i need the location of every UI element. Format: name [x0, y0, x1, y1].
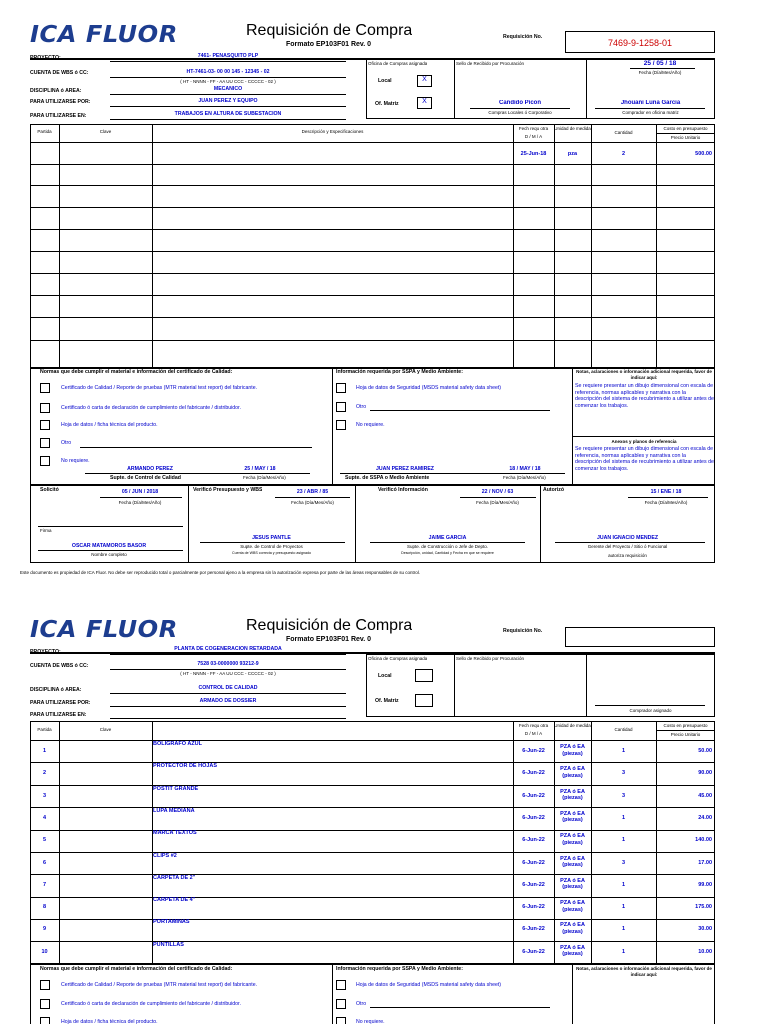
table-cell-precio: 90.00: [698, 770, 712, 777]
matriz-label: Of. Matriz: [375, 101, 399, 107]
col-dma: D / M / A: [524, 731, 543, 736]
form-format: Formato EP103F01 Rev. 0: [286, 636, 372, 643]
notas-title: Notas, aclaraciones o información adicional requerida, favor de indicar aquí:: [576, 369, 712, 380]
table-cell-descripcion: PORTAMINAS: [153, 919, 190, 926]
requisition-number-box[interactable]: [565, 627, 715, 647]
table-cell-cantidad: 1: [621, 904, 626, 911]
sello-label: Sello de Recibido por Procuración: [456, 61, 525, 66]
solicito-date: 05 / JUN / 2018: [121, 489, 159, 495]
table-cell-fecha: 6-Jun-22: [522, 948, 545, 955]
disclaimer: Este documento es propiedad de ICA Fluor. No debe ser reproducido total o parcialmente por personal ajeno a la empresa sin la autorización expresa por parte de las áreas responsables de su control.: [20, 570, 420, 575]
table-cell-descripcion: LUPA MEDIANA: [153, 807, 195, 814]
table-cell-partida: 6: [42, 859, 47, 866]
comprador-label: Comprador asignado: [629, 708, 672, 713]
requisition-number-label: Requisición No.: [503, 628, 543, 634]
autorizo-date: 15 / ENE / 18: [650, 489, 682, 495]
table-cell-descripcion: CLIPS #2: [153, 852, 177, 859]
normas-option-4: Otro: [61, 440, 72, 446]
firma-label: Firma: [40, 528, 52, 533]
table-cell-fecha: 6-Jun-22: [522, 904, 545, 911]
col-clave: Clave: [99, 727, 112, 732]
info-option-2: Otro: [356, 1001, 367, 1007]
table-cell-precio: 30.00: [698, 926, 712, 933]
table-cell-cantidad: 1: [621, 926, 626, 933]
normas-title: Normas que debe cumplir el material e información del certificado de Calidad:: [40, 966, 233, 972]
table-cell-precio: 17.00: [698, 859, 712, 866]
table-cell-unidad: PZA ó EA (piezas): [560, 877, 585, 891]
table-cell-fecha: 6-Jun-22: [522, 926, 545, 933]
table-cell-partida: 5: [42, 837, 47, 844]
table-cell-cantidad: 3: [621, 770, 626, 777]
info-option-1: Hoja de datos de Seguridad (MSDS material safety data sheet): [356, 385, 502, 391]
table-cell-descripcion: POSTIT GRANDE: [153, 785, 199, 792]
table-cell-cantidad: 1: [621, 748, 626, 754]
table-cell-unidad: PZA ó EA (piezas): [560, 810, 585, 824]
table-cell-fecha: 6-Jun-22: [522, 859, 545, 866]
table-cell-cantidad: 3: [621, 792, 626, 799]
verif-info-name: JAIME GARCIA: [428, 535, 467, 541]
table-cell-cantidad: 3: [621, 859, 626, 866]
verifico-info-date-label: Fecha (Día/Mes/Año): [476, 500, 519, 505]
normas-checkbox-1[interactable]: [40, 980, 50, 990]
verif-info-role: Supte. de Construcción o Jefe de Depto.: [406, 544, 489, 549]
company-logo: ICA FLUOR: [30, 22, 178, 48]
col-descripcion: Descripción y Especificaciones: [301, 129, 364, 134]
table-cell-fecha: 6-Jun-22: [522, 792, 545, 799]
proyecto-value: 7461- PEÑASQUITO PLP: [197, 53, 259, 59]
comprador-local-label: Compras Locales ó Corporativo: [488, 110, 552, 115]
form-format: Formato EP103F01 Rev. 0: [286, 41, 372, 48]
table-cell-fecha: 25-Jun-18: [520, 151, 547, 157]
info-checkbox-1[interactable]: [336, 980, 346, 990]
table-cell-precio: 175.00: [695, 904, 712, 911]
table-cell-fecha: 6-Jun-22: [522, 881, 545, 888]
wbs-hint: ( HT - NNNN - FF - AA UU CCC - CCCCC - 02 ): [180, 79, 276, 84]
info-checkbox-2[interactable]: [336, 402, 346, 412]
sup-calidad-date-label: Fecha (Día/Mes/Año): [243, 475, 286, 480]
normas-option-5: No requiere.: [61, 458, 90, 464]
col-dma: D / M / A: [524, 134, 543, 139]
autorizo-label: Autorizó: [543, 487, 565, 493]
matriz-label: Of. Matriz: [375, 698, 399, 704]
utilizar-en-label: PARA UTILIZARSE EN:: [30, 712, 87, 718]
table-cell-unidad: PZA ó EA (piezas): [560, 788, 585, 802]
nombre-label: Nombre completo: [91, 552, 127, 557]
solicitante-name: OSCAR MATAMOROS BASOR: [71, 543, 147, 549]
table-cell-cantidad: 1: [621, 948, 626, 955]
verifico-info-date: 22 / NOV / 63: [481, 489, 514, 495]
info-checkbox-1[interactable]: [336, 383, 346, 393]
local-label: Local: [378, 673, 392, 679]
sup-sspa-name: JUAN PEREZ RAMIREZ: [376, 466, 434, 472]
table-cell-unidad: PZA ó EA (piezas): [560, 922, 585, 935]
local-checkbox[interactable]: X: [417, 75, 432, 87]
table-cell-precio: 45.00: [698, 792, 712, 799]
table-cell-descripcion: PUNTILLAS: [153, 941, 184, 948]
table-cell-unidad: PZA ó EA (piezas): [560, 744, 585, 757]
oficina-label: Oficina de Compras asignada: [368, 656, 428, 661]
utilizar-en-label: PARA UTILIZARSE EN:: [30, 113, 87, 119]
notas-title: Notas, aclaraciones o información adicional requerida, favor de indicar aquí:: [576, 966, 712, 977]
col-fecha: Fech requ otra: [518, 126, 549, 131]
col-clave: Clave: [99, 129, 112, 134]
anexos-title: Anexos y planos de referencia: [611, 439, 677, 444]
table-cell-cantidad: 2: [621, 151, 626, 157]
disciplina-value: CONTROL DE CALIDAD: [198, 685, 258, 691]
normas-checkbox-3[interactable]: [40, 420, 50, 430]
table-cell-descripcion: MARCA TEXTOS: [153, 830, 197, 837]
requisition-number-label: Requisición No.: [503, 34, 543, 40]
company-logo: ICA FLUOR: [30, 617, 178, 643]
matriz-checkbox[interactable]: X: [417, 97, 432, 109]
table-cell-partida: 8: [42, 904, 47, 911]
utilizar-por-label: PARA UTILIZARSE POR:: [30, 99, 91, 105]
verif-pres-note: Cuenta de WBS correcta y presupuesto asignado: [232, 551, 311, 555]
table-cell-precio: 99.00: [698, 881, 712, 888]
normas-option-1: Certificado de Calidad / Reporte de pruebas (MTR material test report) del fabricante.: [61, 385, 258, 391]
proyecto-label: PROYECTO:: [30, 55, 61, 61]
disciplina-label: DISCIPLINA ó AREA:: [30, 687, 82, 693]
proyecto-label: PROYECTO:: [30, 649, 61, 655]
table-cell-unidad: PZA ó EA (piezas): [560, 833, 585, 846]
table-cell-partida: 2: [42, 770, 47, 777]
table-cell-precio: 24.00: [698, 814, 712, 821]
col-precio: Precio Unitario: [670, 135, 701, 140]
table-cell-precio: 140.00: [695, 837, 712, 844]
normas-option-3: Hoja de datos / ficha técnica del producto.: [61, 1019, 158, 1024]
requisition-number: 7469-9-1258-01: [607, 38, 673, 48]
sup-calidad-date: 25 / MAY / 18: [244, 466, 276, 472]
table-cell-unidad: pza: [567, 151, 578, 157]
fecha-recibo-label: Fecha (Día/Mes/Año): [638, 70, 682, 75]
normas-checkbox-5[interactable]: [40, 456, 50, 466]
table-cell-descripcion: CARPETA DE 2": [153, 874, 196, 881]
notas-text: Se requiere presentar un dibujo dimensional con escala de referencia, normas aplicables y narrativa con la descripción del sistema de recubrimiento a utilizar antes de comenzar los trabajos.: [575, 383, 714, 409]
wbs-value: HT-7461-03- 00 00 145 - 12345 - 02: [186, 69, 270, 75]
normas-checkbox-1[interactable]: [40, 383, 50, 393]
local-label: Local: [378, 78, 392, 84]
table-cell-partida: 10: [41, 948, 48, 955]
table-cell-fecha: 6-Jun-22: [522, 837, 545, 844]
verif-pres-name: JESUS PANTLE: [252, 535, 291, 541]
normas-option-2: Certificado ó carta de declaración de cumplimiento del fabricante / distribuidor.: [61, 405, 241, 411]
col-precio: Precio Unitario: [670, 732, 701, 737]
comprador-local: Candido Picon: [499, 100, 541, 106]
form-title: Requisición de Compra: [246, 22, 413, 39]
utilizar-por-value: ARMADO DE DOSSIER: [199, 698, 257, 704]
table-cell-partida: 3: [42, 792, 47, 799]
oficina-label: Oficina de Compras asignada: [368, 61, 428, 66]
info-option-3: No requiere.: [356, 422, 385, 428]
matriz-checkbox[interactable]: [415, 694, 433, 707]
normas-option-2: Certificado ó carta de declaración de cumplimiento del fabricante / distribuidor.: [61, 1001, 241, 1007]
info-checkbox-3[interactable]: [336, 420, 346, 430]
disciplina-label: DISCIPLINA ó AREA:: [30, 88, 82, 94]
table-cell-cantidad: 1: [621, 881, 626, 888]
col-partida: Partida: [37, 129, 52, 134]
sup-calidad-label: Supte. de Control de Calidad: [110, 475, 181, 481]
utilizar-por-value: JUAN PEREZ Y EQUIPO: [198, 98, 258, 104]
table-cell-fecha: 6-Jun-22: [522, 770, 545, 777]
solicito-label: Solicitó: [40, 487, 59, 493]
comprador-matriz-label: Comprador en oficina matriz: [622, 110, 679, 115]
table-cell-unidad: PZA ó EA (piezas): [560, 855, 585, 868]
table-cell-partida: 7: [42, 881, 47, 888]
table-cell-unidad: PZA ó EA (piezas): [560, 766, 585, 779]
col-partida: Partida: [37, 727, 52, 732]
col-unidad: Unidad de medida: [554, 723, 591, 728]
normas-option-3: Hoja de datos / ficha técnica del producto.: [61, 422, 158, 428]
info-title: Información requerida por SSPA y Medio Ambiente:: [336, 369, 463, 375]
info-option-1: Hoja de datos de Seguridad (MSDS material safety data sheet): [356, 982, 502, 988]
table-cell-partida: 1: [42, 748, 47, 754]
sup-calidad-name: ARMANDO PEREZ: [127, 466, 173, 472]
table-cell-cantidad: 1: [621, 814, 626, 821]
normas-checkbox-2[interactable]: [40, 999, 50, 1009]
col-costo: Costo en presupuesto: [663, 126, 708, 131]
normas-checkbox-2[interactable]: [40, 403, 50, 413]
table-cell-precio: 50.00: [698, 748, 712, 754]
local-checkbox[interactable]: [415, 669, 433, 682]
sup-sspa-date-label: Fecha (Día/Mes/Año): [503, 475, 546, 480]
table-cell-unidad: PZA ó EA (piezas): [560, 944, 585, 958]
fecha-recibo: 25 / 05 / 18: [643, 60, 677, 67]
info-title: Información requerida por SSPA y Medio Ambiente:: [336, 966, 463, 972]
info-option-2: Otro: [356, 404, 367, 410]
table-cell-partida: 4: [42, 814, 47, 821]
items-table: [30, 124, 715, 368]
form-title: Requisición de Compra: [246, 617, 413, 634]
table-cell-descripcion: CARPETA DE 4": [153, 897, 196, 904]
table-cell-precio: 10.00: [698, 948, 712, 955]
wbs-label: CUENTA DE WBS ó CC:: [30, 70, 89, 76]
normas-checkbox-4[interactable]: [40, 438, 50, 448]
verifico-info-label: Verificó Información: [378, 487, 428, 493]
autorizo-date-label: Fecha (Día/Mes/Año): [644, 500, 688, 505]
col-costo: Costo en presupuesto: [663, 723, 708, 728]
normas-checkbox-3[interactable]: [40, 1017, 50, 1024]
sello-label: Sello de Recibido por Procuración: [456, 656, 525, 661]
proyecto-value: PLANTA DE COGENERACION RETARDADA: [174, 646, 282, 652]
table-cell-fecha: 6-Jun-22: [522, 748, 545, 754]
verif-info-note: Descripción, unidad, Cantidad y Fecha en que se requiere: [401, 551, 494, 555]
table-cell-precio: 500.00: [695, 151, 712, 157]
utilizar-por-label: PARA UTILIZARSE POR:: [30, 700, 91, 706]
info-checkbox-2[interactable]: [336, 999, 346, 1009]
col-unidad: Unidad de medida: [554, 126, 591, 131]
col-fecha: Fech requ otra: [518, 723, 549, 728]
autorizo-name: JUAN IGNACIO MENDEZ: [596, 535, 659, 541]
table-cell-unidad: PZA ó EA (piezas): [560, 900, 585, 913]
col-cantidad: Cantidad: [614, 130, 633, 135]
solicito-date-label: Fecha (Día/Mes/Año): [118, 500, 162, 505]
verifico-presupuesto-date: 23 / ABR / 85: [296, 489, 329, 495]
comprador-matriz: Jhouani Luna Garcia: [620, 100, 681, 106]
table-cell-cantidad: 1: [621, 837, 626, 844]
table-cell-partida: 9: [42, 926, 47, 933]
normas-option-1: Certificado de Calidad / Reporte de pruebas (MTR material test report) del fabricante.: [61, 982, 258, 988]
table-cell-descripcion: PROTECTOR DE HOJAS: [153, 763, 218, 770]
autorizo-note: autoriza requisición: [608, 553, 647, 558]
utilizar-en-value: TRABAJOS EN ALTURA DE SUBESTACION: [174, 111, 282, 117]
table-cell-fecha: 6-Jun-22: [522, 814, 545, 821]
info-checkbox-3[interactable]: [336, 1017, 346, 1024]
disciplina-value: MECANICO: [213, 86, 243, 92]
info-option-3: No requiere.: [356, 1019, 385, 1024]
wbs-label: CUENTA DE WBS ó CC:: [30, 663, 89, 669]
normas-title: Normas que debe cumplir el material e información del certificado de Calidad:: [40, 369, 233, 375]
sup-sspa-label: Supte. de SSPA o Medio Ambiente: [345, 475, 430, 481]
table-cell-descripcion: BOLIGRAFO AZUL: [153, 741, 202, 747]
anexos-text: Se requiere presentar un dibujo dimensional con escala de referencia, normas aplicables y narrativa con la descripción del sistema de recubrimiento a utilizar antes de comenzar los trabajos.: [575, 446, 714, 472]
sup-sspa-date: 18 / MAY / 18: [509, 466, 541, 472]
wbs-hint: ( HT - NNNN - FF - AA UU CCC - CCCCC - 02 ): [180, 671, 276, 676]
verif-pres-role: Supte. de Control de Proyectos: [240, 544, 303, 549]
verifico-presupuesto-date-label: Fecha (Día/Mes/Año): [291, 500, 334, 505]
wbs-value: 7528 03-0000000 93212-9: [197, 661, 259, 667]
verifico-presupuesto-label: Verificó Presupuesto y WBS: [193, 487, 263, 493]
autorizo-role: Gerente del Proyecto / Sitio ó Funcional: [587, 544, 668, 549]
col-cantidad: Cantidad: [614, 727, 633, 732]
